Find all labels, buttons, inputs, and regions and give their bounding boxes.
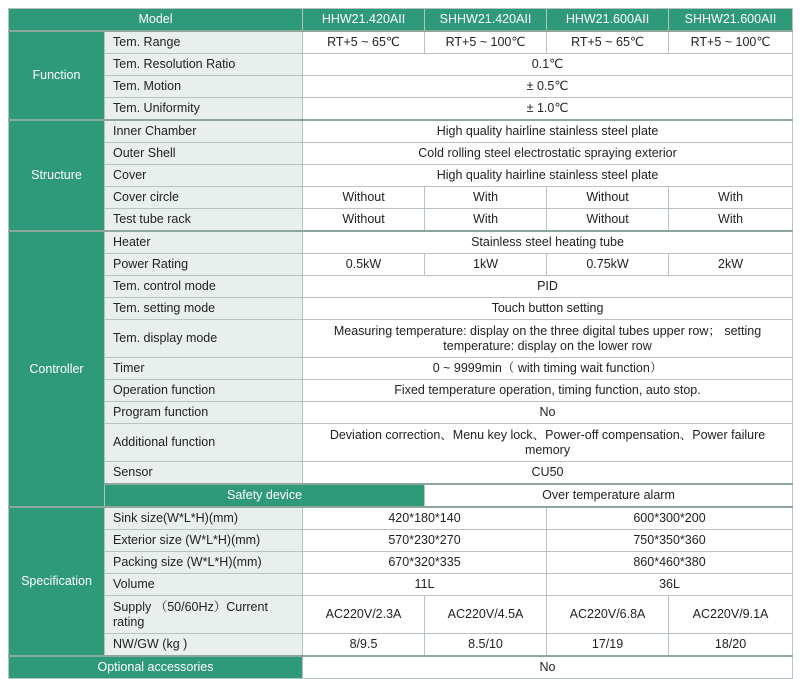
row-label: Tem. Uniformity: [105, 98, 303, 121]
cell: High quality hairline stainless steel plate: [303, 165, 793, 187]
cell: 1kW: [425, 254, 547, 276]
table-row: [9, 402, 793, 424]
cell: Without: [547, 209, 669, 232]
row-label: Tem. Motion: [105, 76, 303, 98]
cell: ± 0.5℃: [303, 76, 793, 98]
cell: 36L: [547, 574, 793, 596]
row-label: NW/GW (kg ): [105, 634, 303, 657]
row-label: Operation function: [105, 380, 303, 402]
row-label: Test tube rack: [105, 209, 303, 232]
cell: No: [303, 656, 793, 679]
cell: 860*460*380: [547, 552, 793, 574]
model-4-header: SHHW21.600AII: [669, 9, 793, 32]
cell: 0.75kW: [547, 254, 669, 276]
cell: Over temperature alarm: [425, 484, 793, 507]
group-specification: Specification: [9, 507, 105, 656]
table-row: [9, 462, 793, 485]
group-controller: Controller: [9, 231, 105, 507]
cell: 0.5kW: [303, 254, 425, 276]
header-row: [9, 9, 793, 32]
table-row: [9, 54, 793, 76]
row-label: Inner Chamber: [105, 120, 303, 143]
table-row: [9, 76, 793, 98]
cell: 750*350*360: [547, 530, 793, 552]
group-optional: Optional accessories: [9, 656, 303, 679]
table-row: [9, 596, 793, 634]
cell: With: [669, 187, 793, 209]
table-row: [9, 254, 793, 276]
row-label: Volume: [105, 574, 303, 596]
cell: Measuring temperature: display on the three digital tubes upper row； setting temperature: display on the lower row: [303, 320, 793, 358]
cell: High quality hairline stainless steel plate: [303, 120, 793, 143]
cell: 670*320*335: [303, 552, 547, 574]
cell: 570*230*270: [303, 530, 547, 552]
table-row: [9, 276, 793, 298]
model-3-header: HHW21.600AII: [547, 9, 669, 32]
table-row: [9, 574, 793, 596]
table-row: [9, 165, 793, 187]
table-row: [9, 634, 793, 657]
cell: 0 ~ 9999min（ with timing wait function）: [303, 358, 793, 380]
row-label: Supply （50/60Hz）Current rating: [105, 596, 303, 634]
row-label: Exterior size (W*L*H)(mm): [105, 530, 303, 552]
cell: Fixed temperature operation, timing function, auto stop.: [303, 380, 793, 402]
row-label: Tem. Resolution Ratio: [105, 54, 303, 76]
group-function: Function: [9, 31, 105, 120]
table-row: [9, 231, 793, 254]
cell: With: [669, 209, 793, 232]
table-row: [9, 320, 793, 358]
row-label: Tem. control mode: [105, 276, 303, 298]
spec-table: [8, 8, 793, 679]
cell: CU50: [303, 462, 793, 485]
cell: 18/20: [669, 634, 793, 657]
cell: AC220V/4.5A: [425, 596, 547, 634]
cell: Without: [547, 187, 669, 209]
table-row: [9, 31, 793, 54]
table-row: [9, 484, 793, 507]
cell: AC220V/2.3A: [303, 596, 425, 634]
row-label: Packing size (W*L*H)(mm): [105, 552, 303, 574]
table-row: [9, 187, 793, 209]
table-row: [9, 143, 793, 165]
cell: With: [425, 187, 547, 209]
cell: 2kW: [669, 254, 793, 276]
group-safety: Safety device: [105, 484, 425, 507]
row-label: Program function: [105, 402, 303, 424]
row-label: Cover: [105, 165, 303, 187]
table-row: [9, 209, 793, 232]
cell: AC220V/9.1A: [669, 596, 793, 634]
cell: Touch button setting: [303, 298, 793, 320]
row-label: Heater: [105, 231, 303, 254]
spec-table-container: [8, 8, 792, 679]
cell: Stainless steel heating tube: [303, 231, 793, 254]
row-label: Timer: [105, 358, 303, 380]
row-label: Cover circle: [105, 187, 303, 209]
model-1-header: HHW21.420AII: [303, 9, 425, 32]
table-row: [9, 358, 793, 380]
cell: With: [425, 209, 547, 232]
table-row: [9, 98, 793, 121]
cell: RT+5 ~ 100℃: [669, 31, 793, 54]
cell: No: [303, 402, 793, 424]
row-label: Tem. setting mode: [105, 298, 303, 320]
cell: Without: [303, 209, 425, 232]
cell: ± 1.0℃: [303, 98, 793, 121]
cell: RT+5 ~ 100℃: [425, 31, 547, 54]
cell: 11L: [303, 574, 547, 596]
row-label: Power Rating: [105, 254, 303, 276]
table-row: [9, 380, 793, 402]
cell: 420*180*140: [303, 507, 547, 530]
table-row: [9, 424, 793, 462]
cell: Without: [303, 187, 425, 209]
cell: PID: [303, 276, 793, 298]
model-header: Model: [9, 9, 303, 32]
cell: RT+5 ~ 65℃: [547, 31, 669, 54]
row-label: Outer Shell: [105, 143, 303, 165]
table-row: [9, 507, 793, 530]
table-row: [9, 656, 793, 679]
table-row: [9, 530, 793, 552]
group-structure: Structure: [9, 120, 105, 231]
cell: 600*300*200: [547, 507, 793, 530]
model-2-header: SHHW21.420AII: [425, 9, 547, 32]
row-label: Sensor: [105, 462, 303, 485]
cell: 0.1℃: [303, 54, 793, 76]
row-label: Tem. Range: [105, 31, 303, 54]
row-label: Sink size(W*L*H)(mm): [105, 507, 303, 530]
cell: 8.5/10: [425, 634, 547, 657]
row-label: Tem. display mode: [105, 320, 303, 358]
cell: AC220V/6.8A: [547, 596, 669, 634]
cell: RT+5 ~ 65℃: [303, 31, 425, 54]
cell: Cold rolling steel electrostatic spraying exterior: [303, 143, 793, 165]
cell: 8/9.5: [303, 634, 425, 657]
cell: Deviation correction、Menu key lock、Power-off compensation、Power failure memory: [303, 424, 793, 462]
row-label: Additional function: [105, 424, 303, 462]
cell: 17/19: [547, 634, 669, 657]
table-row: [9, 298, 793, 320]
table-row: [9, 120, 793, 143]
table-row: [9, 552, 793, 574]
